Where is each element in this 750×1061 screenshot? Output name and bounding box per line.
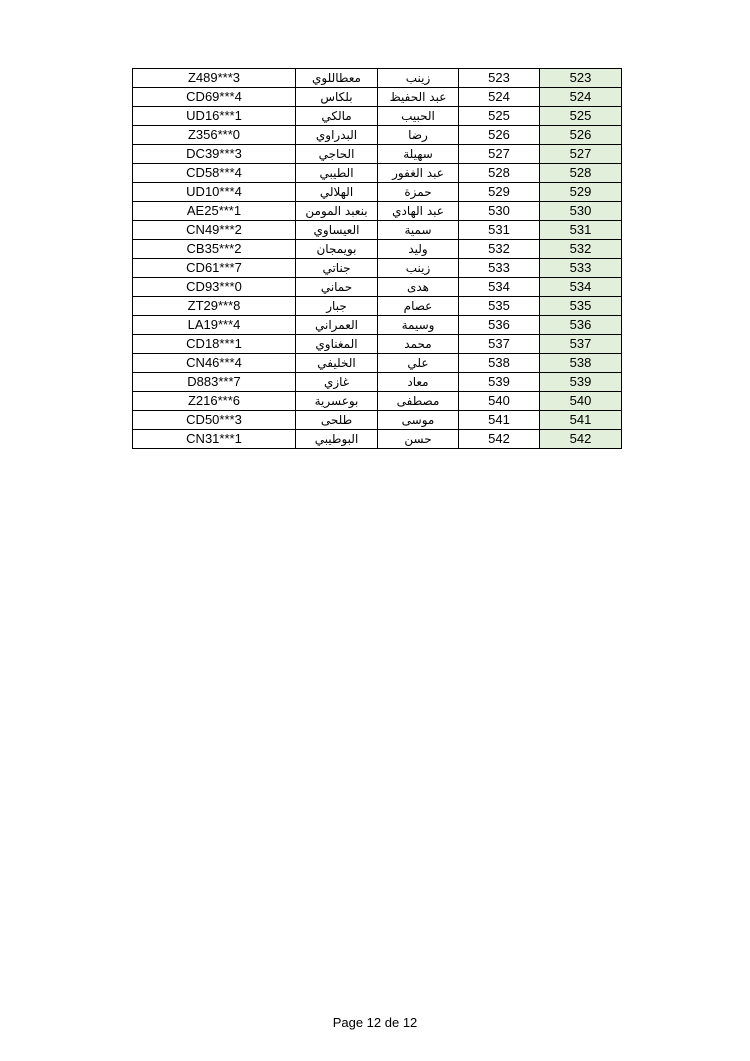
last-name-cell: بوعسرية bbox=[296, 392, 378, 411]
cin-cell: UD16***1 bbox=[133, 107, 296, 126]
index-cell: 530 bbox=[540, 202, 622, 221]
table-row bbox=[133, 107, 622, 126]
last-name-cell: المغناوي bbox=[296, 335, 378, 354]
table-row bbox=[133, 335, 622, 354]
cin-cell: ZT29***8 bbox=[133, 297, 296, 316]
index-cell: 535 bbox=[540, 297, 622, 316]
cin-cell: CN31***1 bbox=[133, 430, 296, 449]
results-table-body bbox=[133, 69, 622, 449]
first-name-cell: سهيلة bbox=[378, 145, 459, 164]
number-cell: 527 bbox=[459, 145, 540, 164]
cin-cell: CD50***3 bbox=[133, 411, 296, 430]
table-row bbox=[133, 392, 622, 411]
table-row bbox=[133, 278, 622, 297]
last-name-cell: العمراني bbox=[296, 316, 378, 335]
number-cell: 526 bbox=[459, 126, 540, 145]
index-cell: 529 bbox=[540, 183, 622, 202]
index-cell: 533 bbox=[540, 259, 622, 278]
last-name-cell: العيساوي bbox=[296, 221, 378, 240]
cin-cell: Z489***3 bbox=[133, 69, 296, 88]
table-row bbox=[133, 202, 622, 221]
first-name-cell: عبد الحفيظ bbox=[378, 88, 459, 107]
number-cell: 524 bbox=[459, 88, 540, 107]
table-row bbox=[133, 259, 622, 278]
first-name-cell: وليد bbox=[378, 240, 459, 259]
index-cell: 526 bbox=[540, 126, 622, 145]
table-row bbox=[133, 411, 622, 430]
number-cell: 541 bbox=[459, 411, 540, 430]
table-row bbox=[133, 164, 622, 183]
table-row bbox=[133, 69, 622, 88]
table-row bbox=[133, 221, 622, 240]
cin-cell: CD69***4 bbox=[133, 88, 296, 107]
table-row bbox=[133, 88, 622, 107]
first-name-cell: زينب bbox=[378, 69, 459, 88]
last-name-cell: الخليفي bbox=[296, 354, 378, 373]
index-cell: 539 bbox=[540, 373, 622, 392]
index-cell: 542 bbox=[540, 430, 622, 449]
index-cell: 537 bbox=[540, 335, 622, 354]
index-cell: 525 bbox=[540, 107, 622, 126]
table-row bbox=[133, 183, 622, 202]
first-name-cell: موسى bbox=[378, 411, 459, 430]
last-name-cell: الهلالي bbox=[296, 183, 378, 202]
index-cell: 536 bbox=[540, 316, 622, 335]
last-name-cell: غازي bbox=[296, 373, 378, 392]
cin-cell: Z356***0 bbox=[133, 126, 296, 145]
table-row bbox=[133, 373, 622, 392]
last-name-cell: بنعبد المومن bbox=[296, 202, 378, 221]
number-cell: 538 bbox=[459, 354, 540, 373]
index-cell: 528 bbox=[540, 164, 622, 183]
cin-cell: CN46***4 bbox=[133, 354, 296, 373]
last-name-cell: بلكاس bbox=[296, 88, 378, 107]
index-cell: 527 bbox=[540, 145, 622, 164]
first-name-cell: عصام bbox=[378, 297, 459, 316]
number-cell: 537 bbox=[459, 335, 540, 354]
cin-cell: LA19***4 bbox=[133, 316, 296, 335]
table-row bbox=[133, 145, 622, 164]
number-cell: 528 bbox=[459, 164, 540, 183]
first-name-cell: وسيمة bbox=[378, 316, 459, 335]
number-cell: 535 bbox=[459, 297, 540, 316]
first-name-cell: رضا bbox=[378, 126, 459, 145]
table-row bbox=[133, 316, 622, 335]
index-cell: 532 bbox=[540, 240, 622, 259]
page-number: Page 12 de 12 bbox=[332, 1015, 418, 1030]
number-cell: 542 bbox=[459, 430, 540, 449]
first-name-cell: حسن bbox=[378, 430, 459, 449]
first-name-cell: مصطفى bbox=[378, 392, 459, 411]
first-name-cell: الحبيب bbox=[378, 107, 459, 126]
last-name-cell: معطاللوي bbox=[296, 69, 378, 88]
table-row bbox=[133, 430, 622, 449]
last-name-cell: الحاجي bbox=[296, 145, 378, 164]
cin-cell: CN49***2 bbox=[133, 221, 296, 240]
first-name-cell: عبد الغفور bbox=[378, 164, 459, 183]
table-row bbox=[133, 297, 622, 316]
first-name-cell: معاد bbox=[378, 373, 459, 392]
cin-cell: DC39***3 bbox=[133, 145, 296, 164]
first-name-cell: سمية bbox=[378, 221, 459, 240]
number-cell: 532 bbox=[459, 240, 540, 259]
cin-cell: CB35***2 bbox=[133, 240, 296, 259]
last-name-cell: البوطيبي bbox=[296, 430, 378, 449]
table-row bbox=[133, 126, 622, 145]
last-name-cell: بويمجان bbox=[296, 240, 378, 259]
index-cell: 534 bbox=[540, 278, 622, 297]
number-cell: 523 bbox=[459, 69, 540, 88]
cin-cell: CD58***4 bbox=[133, 164, 296, 183]
number-cell: 531 bbox=[459, 221, 540, 240]
first-name-cell: علي bbox=[378, 354, 459, 373]
index-cell: 531 bbox=[540, 221, 622, 240]
number-cell: 525 bbox=[459, 107, 540, 126]
last-name-cell: جناتي bbox=[296, 259, 378, 278]
index-cell: 541 bbox=[540, 411, 622, 430]
cin-cell: CD93***0 bbox=[133, 278, 296, 297]
cin-cell: CD61***7 bbox=[133, 259, 296, 278]
index-cell: 524 bbox=[540, 88, 622, 107]
number-cell: 534 bbox=[459, 278, 540, 297]
first-name-cell: محمد bbox=[378, 335, 459, 354]
index-cell: 523 bbox=[540, 69, 622, 88]
number-cell: 530 bbox=[459, 202, 540, 221]
last-name-cell: حماني bbox=[296, 278, 378, 297]
cin-cell: Z216***6 bbox=[133, 392, 296, 411]
last-name-cell: مالكي bbox=[296, 107, 378, 126]
table-row bbox=[133, 354, 622, 373]
cin-cell: CD18***1 bbox=[133, 335, 296, 354]
last-name-cell: البدراوي bbox=[296, 126, 378, 145]
first-name-cell: هدى bbox=[378, 278, 459, 297]
number-cell: 533 bbox=[459, 259, 540, 278]
number-cell: 540 bbox=[459, 392, 540, 411]
last-name-cell: طلحى bbox=[296, 411, 378, 430]
index-cell: 538 bbox=[540, 354, 622, 373]
number-cell: 529 bbox=[459, 183, 540, 202]
number-cell: 536 bbox=[459, 316, 540, 335]
number-cell: 539 bbox=[459, 373, 540, 392]
index-cell: 540 bbox=[540, 392, 622, 411]
last-name-cell: الطيبي bbox=[296, 164, 378, 183]
cin-cell: UD10***4 bbox=[133, 183, 296, 202]
cin-cell: D883***7 bbox=[133, 373, 296, 392]
first-name-cell: زينب bbox=[378, 259, 459, 278]
results-table bbox=[132, 68, 622, 449]
first-name-cell: عبد الهادي bbox=[378, 202, 459, 221]
first-name-cell: حمزة bbox=[378, 183, 459, 202]
cin-cell: AE25***1 bbox=[133, 202, 296, 221]
last-name-cell: جبار bbox=[296, 297, 378, 316]
table-row bbox=[133, 240, 622, 259]
